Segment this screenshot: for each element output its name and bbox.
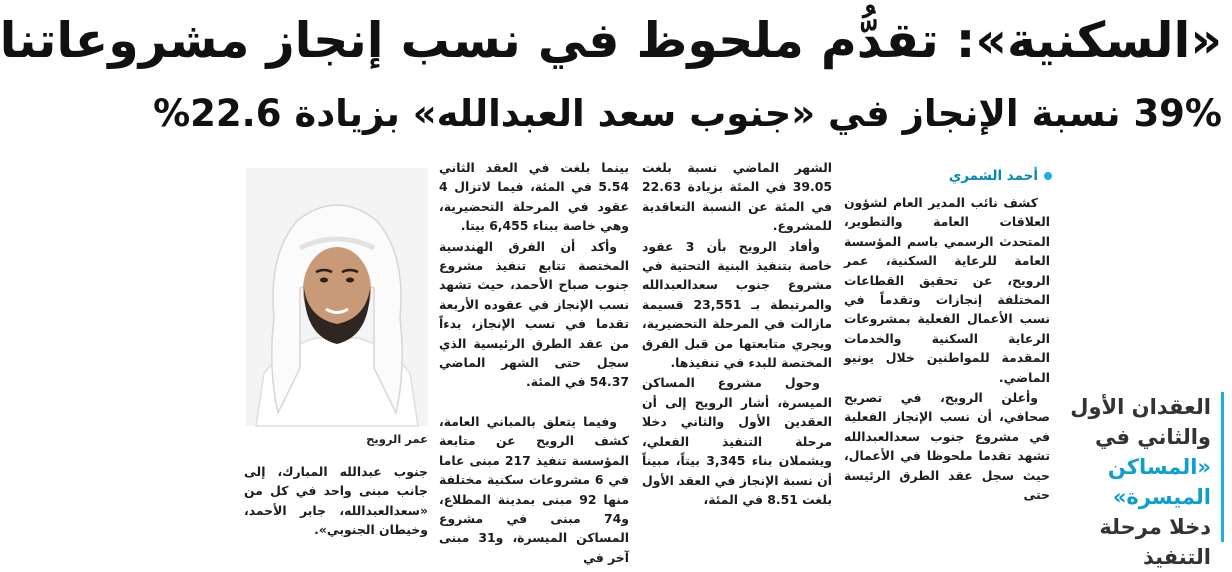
article-column-1	[844, 193, 1050, 555]
byline	[904, 168, 1052, 190]
paragraph: وحول مشروع المساكن الميسرة، أشار الرويح إلى أن العقدين الأول والثاني دخلا مرحلة التنفيذ الفعلي، ويشملان بناء 3,345 بيتاً، مبيناً أن نسبة الإنجاز في العقد الأول بلغت 8.51 في المئة،	[642, 375, 832, 507]
pull-quote-text: العقدان الأول والثاني في	[1070, 395, 1211, 449]
pull-quote	[1068, 392, 1224, 569]
paragraph: جنوب عبدالله المبارك، إلى جانب مبنى واحد في كل من «سعدالعبدالله، جابر الأحمد، وخيطان الجنوبي».	[244, 464, 428, 538]
bullet-icon	[1044, 172, 1052, 180]
pull-quote-highlight: «المساكن الميسرة»	[1107, 455, 1211, 509]
paragraph: بينما بلغت في العقد الثاني 5.54 في المئة، فيما لاتزال 4 عقود في المرحلة التحضيرية، وهي خاصة ببناء 6,455 بيتا.	[439, 160, 629, 234]
paragraph: كشف نائب المدير العام لشؤون العلاقات العامة والتطوير، المتحدث الرسمي باسم المؤسسة العامة للرعاية السكنية، عمر الرويح، عن تحقيق القطاعات المختلفة إنجازات وتقدماً في نسب الأعمال الفعلية بمشروعات الرعاية السكنية والخدمات المقدمة للمواطنين خلال يونيو الماضي.	[844, 195, 1050, 385]
paragraph: الشهر الماضي نسبة بلغت 39.05 في المئة بزيادة 22.63 في المئة عن النسبة التعاقدية للمشروع.	[642, 160, 832, 234]
article-headline: «السكنية»: تقدُّم ملحوظ في نسب إنجاز مشروعاتنا	[0, 12, 1222, 69]
article-column-3-continued	[439, 412, 630, 565]
paragraph: وأكد أن الفرق الهندسية المختصة تتابع تنفيذ مشروع جنوب صباح الأحمد، حيث تشهد نسب الإنجاز في عقوده الأربعة تقدما في نسب الإنجاز، بدءاً من عقد الطرق الرئيسية الذي سجل حتى الشهر الماضي 54.37 في المئة.	[439, 238, 629, 390]
portrait-photo	[246, 168, 428, 426]
byline-author: أحمد الشمري	[948, 168, 1038, 184]
paragraph: وفيما يتعلق بالمباني العامة، كشف الرويح عن متابعة المؤسسة تنفيذ 217 مبنى عاما في 6 مشروعات سكنية مختلفة منها 92 مبنى بمدينة المطلاع، و74 مبنى في مشروع المساكن الميسرة، و31 مبنى آخر في	[439, 414, 630, 565]
portrait-illustration	[246, 168, 428, 426]
pull-quote-text-end: دخلا مرحلة التنفيذ	[1099, 515, 1211, 569]
article-column-4	[244, 462, 428, 555]
article-column-2	[642, 158, 832, 555]
article-column-3	[439, 158, 629, 408]
photo-caption: عمر الرويح	[366, 432, 428, 446]
paragraph: وأعلن الرويح، في تصريح صحافي، أن نسب الإنجاز الفعلية في مشروع جنوب سعدالعبدالله تشهد تقدما ملحوظا في الأعمال، حيث سجل عقد الطرق الرئيسة حتى	[844, 390, 1050, 503]
article-subheadline: 39% نسبة الإنجاز في «جنوب سعد العبدالله» بزيادة 22.6%	[153, 92, 1222, 135]
paragraph: وأفاد الرويح بأن 3 عقود خاصة بتنفيذ البنية التحتية في مشروع جنوب سعدالعبدالله والمرتبطة بـ 23,551 قسيمة مازالت في المرحلة التحضيرية، ويجري متابعتها من قبل الفرق المختصة للبدء في تنفيذها.	[642, 238, 832, 371]
